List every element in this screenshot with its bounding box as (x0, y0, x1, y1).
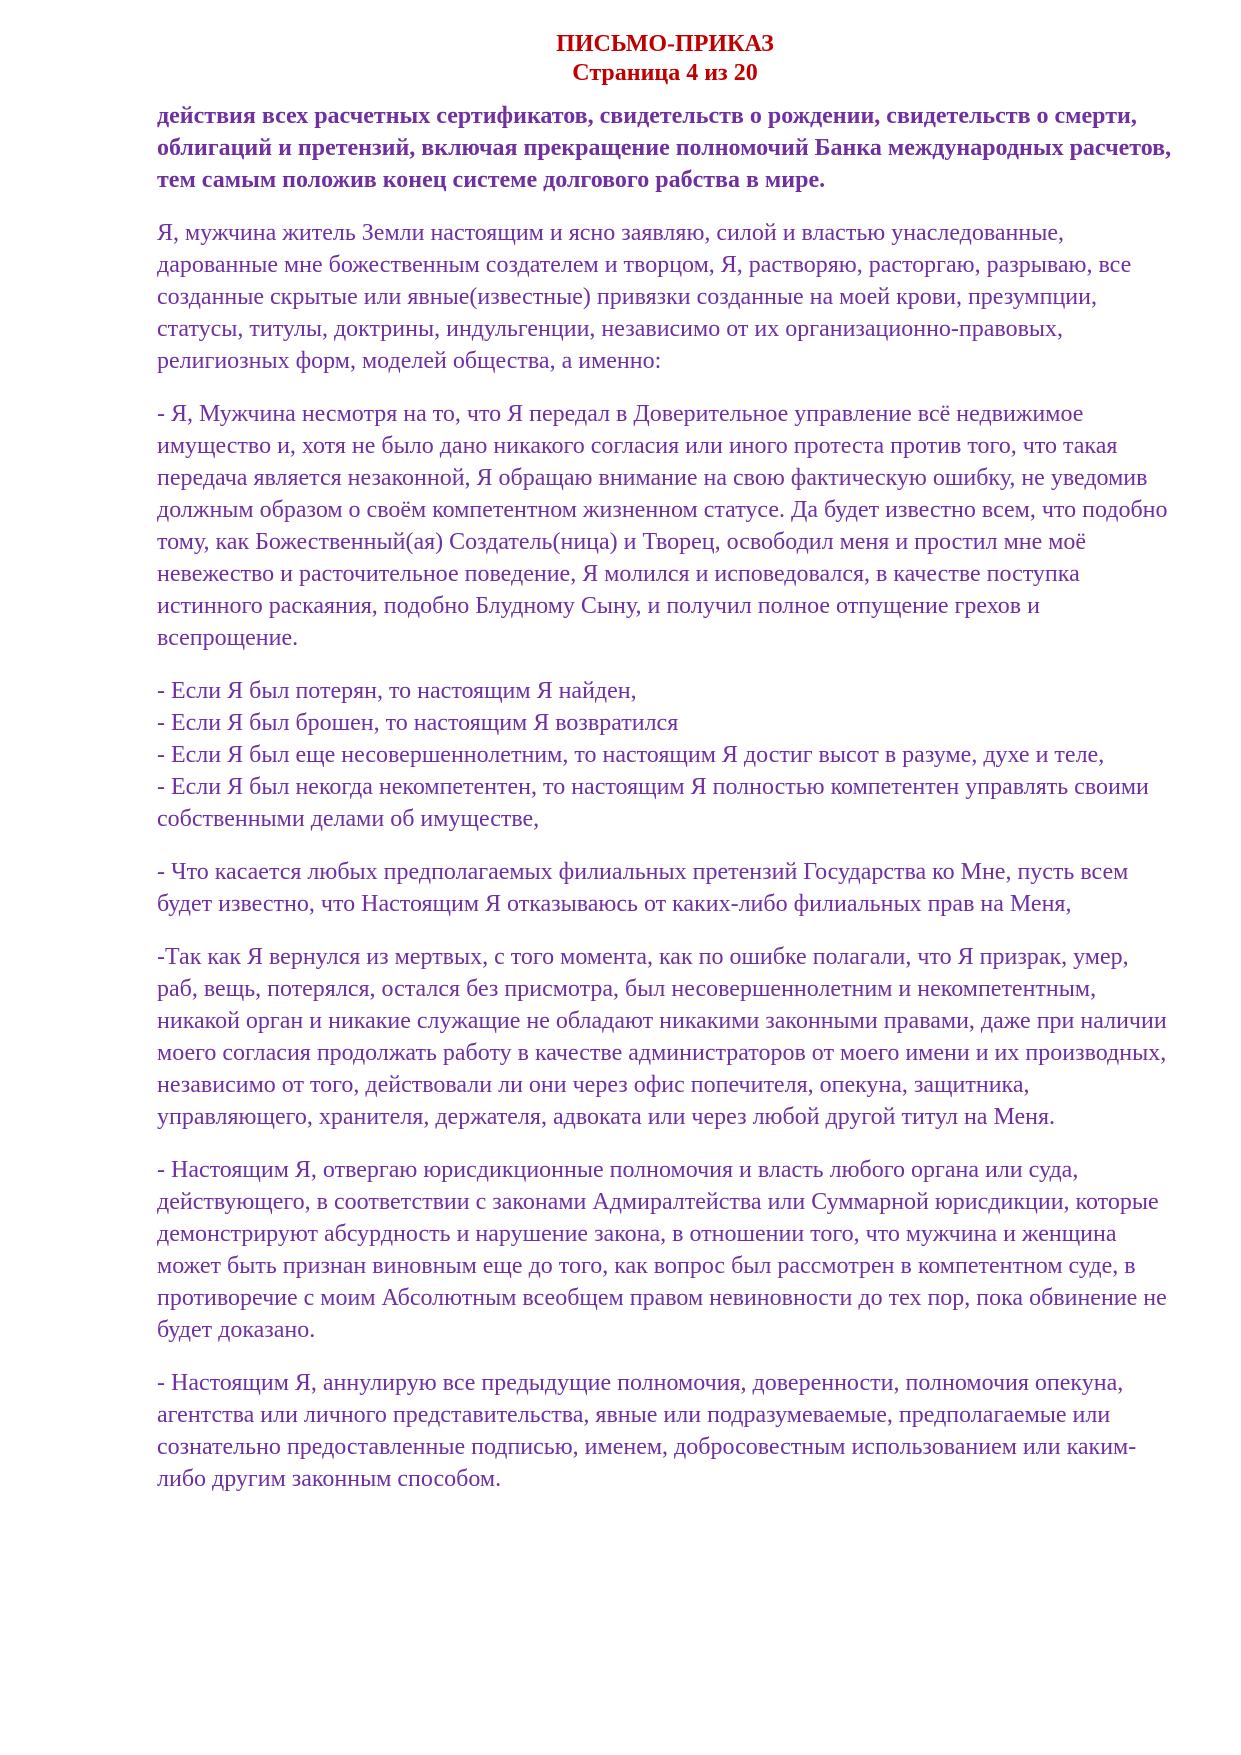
if-list-item: - Если Я был еще несовершеннолетним, то настоящим Я достиг высот в разуме, духе и теле, (157, 742, 1105, 768)
paragraph-opening-bold: действия всех расчетных сертификатов, свидетельств о рождении, свидетельств о смерти, облигаций и претензий, включая прекращение полномочий Банка международных расчетов, тем самым положив конец системе долгового рабства в мире. (157, 103, 1172, 193)
document-header (157, 30, 1173, 88)
page-indicator: Страница 4 из 20 (572, 60, 758, 86)
if-list-item: - Если Я был потерян, то настоящим Я найден, (157, 678, 637, 704)
paragraph-annul-powers: - Настоящим Я, аннулирую все предыдущие полномочия, доверенности, полномочия опекуна, агентства или личного представительства, явные или подразумеваемые, предполагаемые или сознательно предоставленные подписью, именем, добросовестным использованием или каким-либо другим законным способом. (157, 1370, 1137, 1492)
paragraph-trust-transfer: - Я, Мужчина несмотря на то, что Я передал в Доверительное управление всё недвижимое имущество и, хотя не было дано никакого согласия или иного протеста против того, что такая передача является незаконной, Я обращаю внимание на свою фактическую ошибку, не уведомив должным образом о своём компетентном жизненном статусе. Да будет известно всем, что подобно тому, как Божественный(ая) Создатель(ница) и Творец, освободил меня и простил мне моё невежество и расточительное поведение, Я молился и исповедовался, в качестве поступка истинного раскаяния, подобно Блудному Сыну, и получил полное отпущение грехов и всепрощение. (157, 401, 1168, 651)
paragraph-returned-from-dead: -Так как Я вернулся из мертвых, с того момента, как по ошибке полагали, что Я призрак, умер, раб, вещь, потерялся, остался без присмотра, был несовершеннолетним и некомпетентным, никакой орган и никакие служащие не обладают никакими законными правами, даже при наличии моего согласия продолжать работу в качестве администраторов от моего имени и их производных, независимо от того, действовали ли они через офис попечителя, опекуна, защитника, управляющего, хранителя, держателя, адвоката или через любой другой титул на Меня. (157, 944, 1167, 1130)
paragraph-filial-claims: - Что касается любых предполагаемых филиальных претензий Государства ко Мне, пусть всем будет известно, что Настоящим Я отказываюсь от каких-либо филиальных прав на Меня, (157, 859, 1129, 917)
if-list-item: - Если Я был некогда некомпетентен, то настоящим Я полностью компетентен управлять своими собственными делами об имуществе, (157, 774, 1149, 832)
paragraph-declaration: Я, мужчина житель Земли настоящим и ясно заявляю, силой и властью унаследованные, дарованные мне божественным создателем и творцом, Я, растворяю, расторгаю, разрываю, все созданные скрытые или явные(известные) привязки созданные на моей крови, презумпции, статусы, титулы, доктрины, индульгенции, независимо от их организационно-правовых, религиозных форм, моделей общества, а именно: (157, 220, 1132, 374)
paragraph-jurisdiction: - Настоящим Я, отвергаю юрисдикционные полномочия и власть любого органа или суда, действующего, в соответствии с законами Адмиралтейства или Суммарной юрисдикции, которые демонстрируют абсурдность и нарушение закона, в отношении того, что мужчина и женщина может быть признан виновным еще до того, как вопрос был рассмотрен в компетентном суде, в противоречие с моим Абсолютным всеобщем правом невиновности до тех пор, пока обвинение не будет доказано. (157, 1157, 1167, 1343)
document-title: ПИСЬМО-ПРИКАЗ (556, 31, 774, 57)
paragraph-if-list (157, 675, 1173, 835)
if-list-item: - Если Я был брошен, то настоящим Я возвратился (157, 710, 679, 736)
